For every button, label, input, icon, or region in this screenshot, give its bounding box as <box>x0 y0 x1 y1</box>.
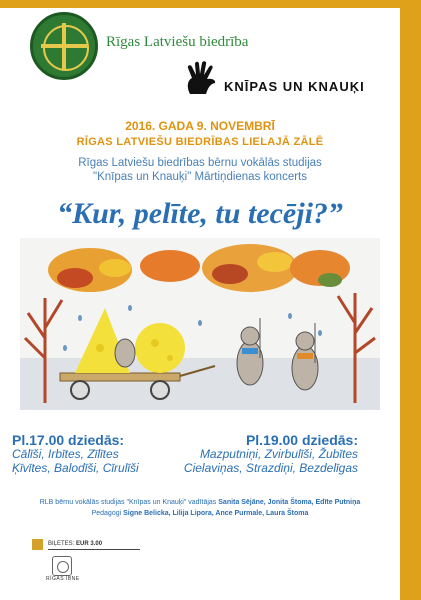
right-accent-bar <box>400 0 421 600</box>
first-concert-groups-line1: Cālīši, Irbītes, Zīlītes <box>12 447 119 461</box>
org-name: Rīgas Latviešu biedrība <box>106 34 249 50</box>
second-concert-time: Pl.19.00 dziedās: <box>245 432 358 448</box>
rlb-emblem-icon <box>30 12 98 80</box>
second-concert-groups-line1: Mazputniņi, Zvirbulīši, Žubītes <box>199 447 358 461</box>
autumn-mice-illustration <box>20 238 380 410</box>
ticket-label: BIĻETES: <box>48 541 77 547</box>
first-concert-groups-line2: Ķīvītes, Balodīši, Cīrulīši <box>12 461 139 475</box>
ticket-marker-icon <box>32 539 43 550</box>
first-concert-time: Pl.17.00 dziedās: <box>12 432 125 448</box>
concert-title: “Kur, pelīte, tu tecēji?” <box>57 197 343 230</box>
event-date: 2016. GADA 9. NOVEMBRĪ <box>125 119 275 133</box>
credits-teachers-names: Signe Belicka, Lilija Lipora, Ance Purmale, Laura Štoma <box>123 510 309 517</box>
credits-leaders-prefix: RLB bērnu vokālās studijas "Knīpas un Knauķi" vadītājas <box>39 499 219 506</box>
brand-name: KNĪPAS UN KNAUĶI <box>224 79 365 94</box>
credits-teachers-prefix: Pedagogi <box>91 510 124 517</box>
event-description-line1: Rīgas Latviešu biedrības bērnu vokālās studijas <box>78 157 322 169</box>
ticket-divider <box>48 549 140 550</box>
ticket-price <box>48 541 102 547</box>
footer-name: RĪGAS ĪBNE <box>46 576 80 582</box>
credits-teachers <box>0 510 400 517</box>
credits-leaders <box>0 499 400 506</box>
event-description-line2: "Knīpas un Knauķi" Mārtiņdienas koncerts <box>92 171 307 183</box>
second-concert-groups-line2: Cielaviņas, Strazdiņi, Bezdelīgas <box>183 461 358 475</box>
event-venue: RĪGAS LATVIEŠU BIEDRĪBAS LIELAJĀ ZĀLĒ <box>76 136 324 148</box>
credits-leaders-names: Sanita Sējāne, Jonita Štoma, Edīte Putniņa <box>218 499 361 506</box>
handprint-icon <box>182 60 222 100</box>
ticket-amount: EUR 3.00 <box>76 541 103 547</box>
footer-seal-icon <box>52 556 72 576</box>
